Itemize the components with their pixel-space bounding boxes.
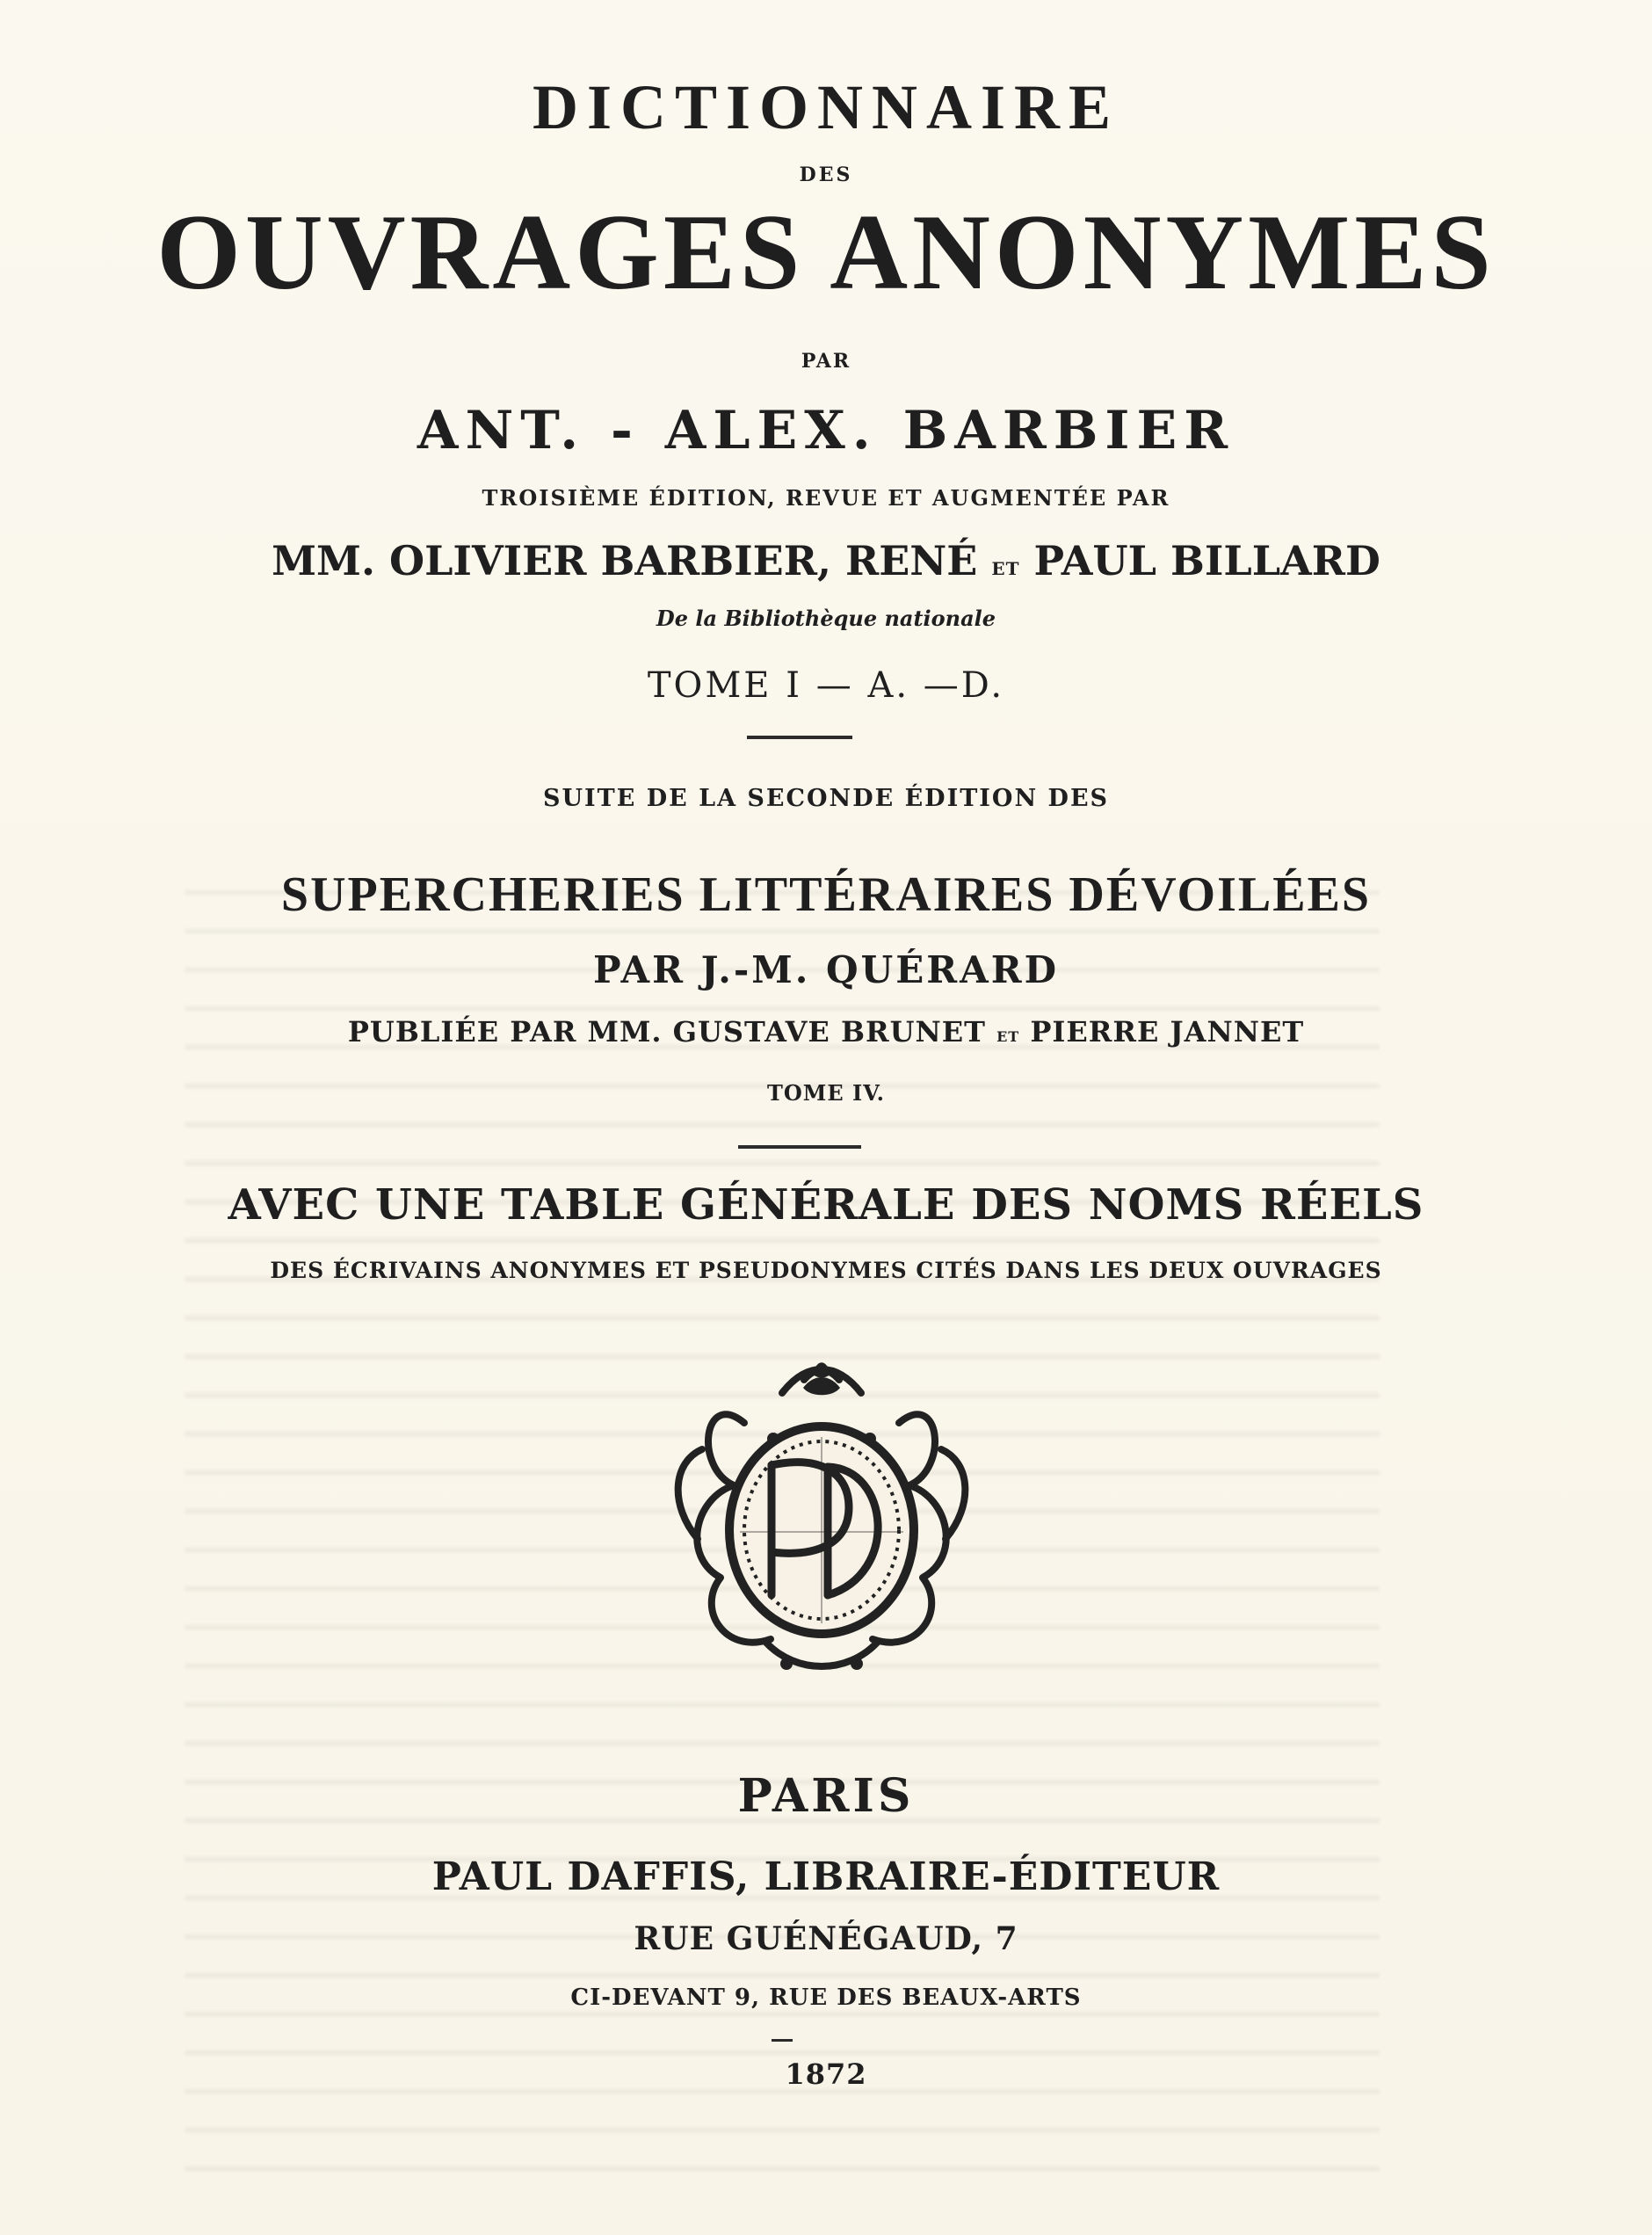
table-subtitle: DES ÉCRIVAINS ANONYMES ET PSEUDONYMES CITÉS DANS LES DEUX OUVRAGES xyxy=(270,1258,1382,1283)
connector-des: DES xyxy=(799,163,853,186)
city-paris: PARIS xyxy=(737,1769,915,1823)
editors-names-part1: MM. OLIVIER BARBIER, RENÉ xyxy=(272,537,978,584)
title-dictionnaire: DICTIONNAIRE xyxy=(532,72,1120,142)
published-by-et: ET xyxy=(996,1028,1020,1045)
publisher-street: RUE GUÉNÉGAUD, 7 xyxy=(634,1920,1018,1957)
publication-year: 1872 xyxy=(785,2057,867,2091)
author-name: ANT. - ALEX. BARBIER xyxy=(417,400,1235,461)
editors-names-part2: PAUL BILLARD xyxy=(1033,537,1380,584)
volume-line: TOME I — A. —D. xyxy=(647,665,1005,706)
connector-par: PAR xyxy=(801,350,851,373)
publisher-emblem xyxy=(641,1358,1002,1705)
editors-line xyxy=(0,537,1652,584)
supercheries-title: SUPERCHERIES LITTÉRAIRES DÉVOILÉES xyxy=(280,867,1372,922)
published-by-part1: PUBLIÉE PAR MM. GUSTAVE BRUNET xyxy=(347,1015,986,1049)
publisher-name: PAUL DAFFIS, LIBRAIRE-ÉDITEUR xyxy=(431,1854,1221,1899)
separator-rule-1 xyxy=(747,736,852,739)
published-by-line xyxy=(0,1015,1652,1049)
table-title: AVEC UNE TABLE GÉNÉRALE DES NOMS RÉELS xyxy=(228,1180,1424,1230)
suite-line: SUITE DE LA SECONDE ÉDITION DES xyxy=(542,785,1110,812)
edition-note: TROISIÈME ÉDITION, REVUE ET AUGMENTÉE PAR xyxy=(482,485,1170,511)
affiliation-line: De la Bibliothèque nationale xyxy=(656,606,996,631)
published-by-part2: PIERRE JANNET xyxy=(1030,1015,1305,1049)
editors-et: ET xyxy=(991,558,1020,579)
separator-rule-3 xyxy=(772,2039,793,2042)
separator-rule-2 xyxy=(738,1145,861,1149)
former-address: CI-DEVANT 9, RUE DES BEAUX-ARTS xyxy=(570,1985,1082,2011)
tome-iv-line: TOME IV. xyxy=(767,1080,885,1106)
querard-line: PAR J.-M. QUÉRARD xyxy=(592,948,1060,991)
title-ouvrages-anonymes: OUVRAGES ANONYMES xyxy=(156,192,1496,312)
emblem-graphic xyxy=(641,1358,1002,1705)
